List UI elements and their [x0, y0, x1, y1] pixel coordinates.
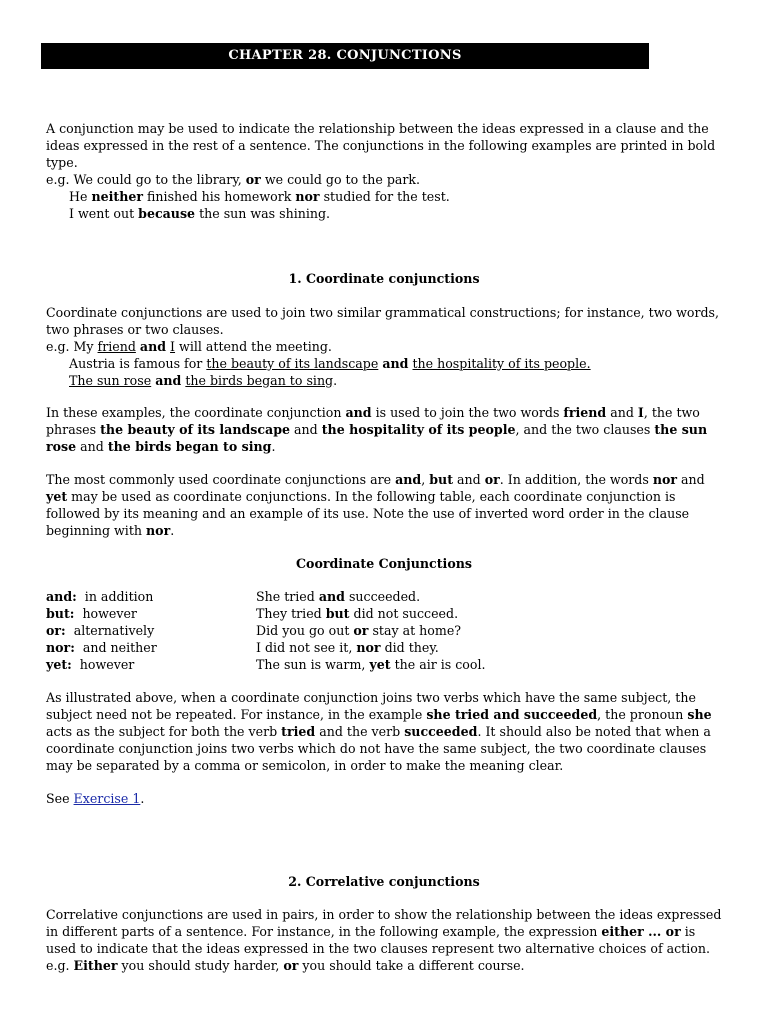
see-exercise-line: See Exercise 1. — [46, 791, 145, 806]
table-row — [46, 623, 726, 640]
table-heading: Coordinate Conjunctions — [296, 556, 472, 571]
table-term-cell: or: alternatively — [46, 622, 155, 638]
coordinate-example-1: e.g. My friend and I will attend the meeting. — [46, 338, 332, 354]
table-row — [46, 589, 726, 606]
table-term-cell: and: in addition — [46, 589, 154, 604]
table-example-cell: The sun is warm, yet the air is cool. — [256, 656, 486, 672]
intro-paragraph: A conjunction may be used to indicate the relationship between the ideas expressed in a clause and the ideas expressed in the rest of a sentence. The conjunctions in the following examples are printed in bold type. — [46, 121, 716, 170]
correlative-example-1: e.g. Either you should study harder, or you should take a different course. — [46, 957, 525, 973]
table-row — [46, 606, 726, 623]
intro-example-3: I went out because the sun was shining. — [69, 205, 331, 221]
coordinate-common — [46, 472, 726, 540]
section-heading-coordinate: 1. Coordinate conjunctions — [288, 271, 480, 286]
table-row — [46, 640, 726, 657]
exercise-1-link[interactable]: Exercise 1 — [73, 791, 141, 806]
table-term-cell: nor: and neither — [46, 639, 157, 655]
coordinate-paragraph-3: The most commonly used coordinate conjunctions are and, but and or. In addition, the words nor and yet may be used as coordinate conjunctions. In the following table, each coordinate conjunction is followed by its meaning and an example of its use. Note the use of inverted word order in the clause beginning with nor. — [46, 472, 705, 538]
table-row — [46, 657, 726, 674]
chapter-title-bar — [41, 43, 649, 69]
intro-example-1: e.g. We could go to the library, or we could go to the park. — [46, 171, 421, 187]
coordinate-paragraph-2: In these examples, the coordinate conjunction and is used to join the two words friend and I, the two phrases the beauty of its landscape and the hospitality of its people, and the two clauses the sun rose and the birds began to sing. — [46, 405, 708, 454]
coordinate-explanation — [46, 405, 726, 456]
table-term-cell: but: however — [46, 605, 137, 621]
table-example-cell: I did not see it, nor did they. — [256, 639, 439, 655]
coordinate-illustration — [46, 690, 726, 775]
table-example-cell: She tried and succeeded. — [256, 589, 421, 604]
coordinate-example-2: Austria is famous for the beauty of its landscape and the hospitality of its people. — [69, 355, 591, 371]
table-example-cell: They tried but did not succeed. — [256, 605, 459, 621]
coordinate-paragraph-1: Coordinate conjunctions are used to join two similar grammatical constructions; for instance, two words, two phrases or two clauses. — [46, 305, 720, 337]
correlative-section — [46, 907, 726, 975]
correlative-paragraph-1: Correlative conjunctions are used in pairs, in order to show the relationship between the ideas expressed in different parts of a sentence. For instance, in the following example, the expression either ... or is used to indicate that the ideas expressed in the two clauses represent two alternative choices of action. — [46, 907, 722, 956]
intro-section — [46, 121, 726, 222]
coordinate-intro — [46, 305, 726, 390]
table-term-cell: yet: however — [46, 656, 135, 672]
table-example-cell: Did you go out or stay at home? — [256, 622, 462, 638]
chapter-title: CHAPTER 28. CONJUNCTIONS — [228, 48, 462, 63]
intro-example-2: He neither finished his homework nor studied for the test. — [69, 188, 450, 204]
conjunction-table — [46, 589, 726, 674]
coordinate-paragraph-4: As illustrated above, when a coordinate conjunction joins two verbs which have the same subject, the subject need not be repeated. For instance, in the example she tried and succeeded, the pronoun she acts as the subject for both the verb tried and the verb succeeded. It should also be noted that when a coordinate conjunction joins two verbs which do not have the same subject, the two coordinate clauses may be separated by a comma or semicolon, in order to make the meaning clear. — [46, 690, 712, 773]
coordinate-example-3: The sun rose and the birds began to sing. — [69, 372, 338, 388]
section-heading-correlative: 2. Correlative conjunctions — [288, 874, 480, 889]
